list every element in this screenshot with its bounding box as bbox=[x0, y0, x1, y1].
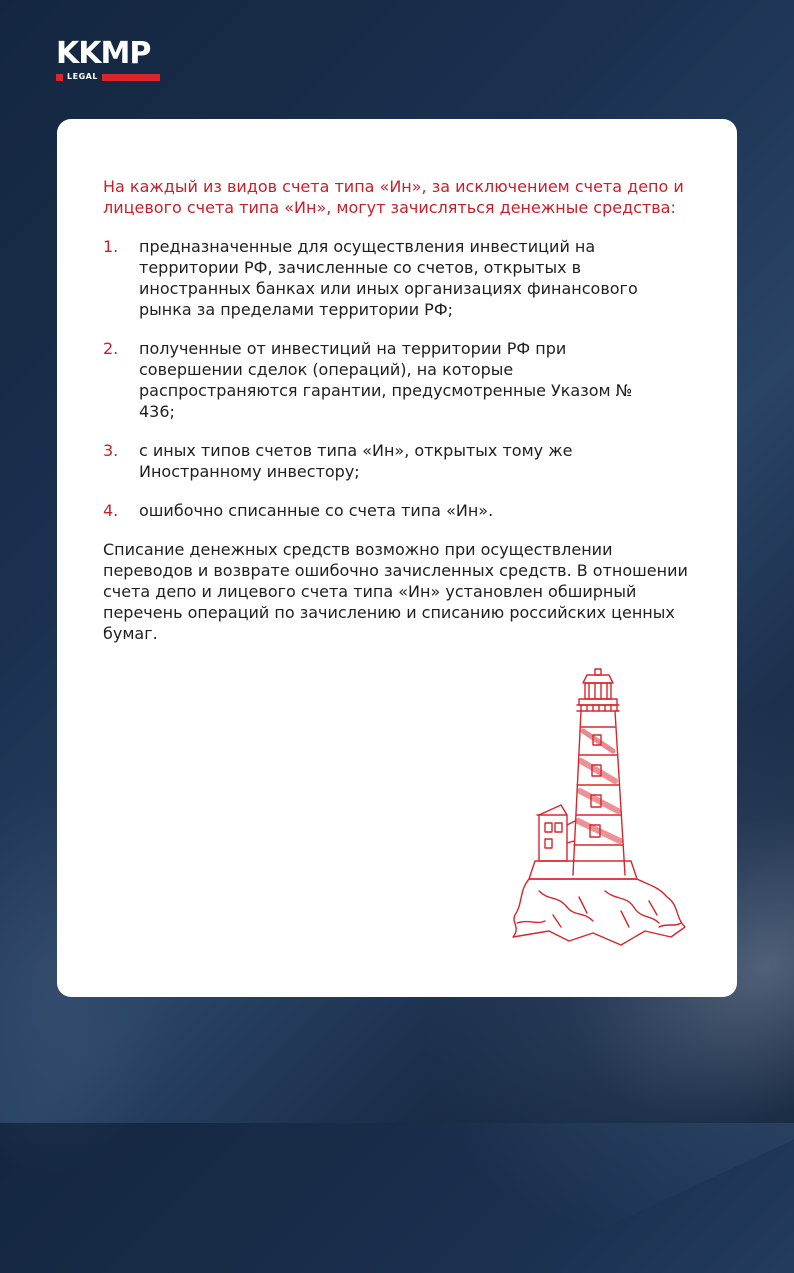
credit-list bbox=[103, 236, 703, 521]
list-number: 3. bbox=[103, 441, 119, 460]
list-item-text: полученные от инвестиций на территории РФ при совершении сделок (операций), на которые распространяются гарантии, предусмотренные Указом № 436; bbox=[139, 339, 633, 421]
logo-underline bbox=[56, 72, 160, 82]
list-number: 1. bbox=[103, 237, 119, 256]
list-item bbox=[103, 440, 703, 482]
intro-paragraph: На каждый из видов счета типа «Ин», за исключением счета депо и лицевого счета типа «Ин», могут зачисляться денежные средства: bbox=[103, 177, 684, 217]
logo-red-square bbox=[56, 74, 63, 81]
logo-subtitle: LEGAL bbox=[67, 72, 98, 81]
card-content bbox=[103, 176, 703, 644]
list-item-text: ошибочно списанные со счета типа «Ин». bbox=[139, 501, 494, 520]
list-number: 4. bbox=[103, 501, 119, 520]
list-item bbox=[103, 338, 703, 422]
list-number: 2. bbox=[103, 339, 119, 358]
lighthouse-illustration bbox=[509, 665, 689, 955]
list-item bbox=[103, 500, 703, 521]
logo-red-line bbox=[102, 74, 160, 81]
logo-wordmark: KKMP bbox=[56, 36, 151, 71]
list-item bbox=[103, 236, 703, 320]
content-card bbox=[57, 119, 737, 997]
list-item-text: с иных типов счетов типа «Ин», открытых тому же Иностранному инвестору; bbox=[139, 441, 573, 481]
outro-paragraph: Списание денежных средств возможно при осуществлении переводов и возврате ошибочно зачисленных средств. В отношении счета депо и лицевого счета типа «Ин» установлен обширный перечень операций по зачислению и списанию российских ценных бумаг. bbox=[103, 540, 688, 643]
kkmp-logo bbox=[56, 38, 160, 82]
list-item-text: предназначенные для осуществления инвестиций на территории РФ, зачисленные со счетов, открытых в иностранных банках или иных организациях финансового рынка за пределами территории РФ; bbox=[139, 237, 638, 319]
